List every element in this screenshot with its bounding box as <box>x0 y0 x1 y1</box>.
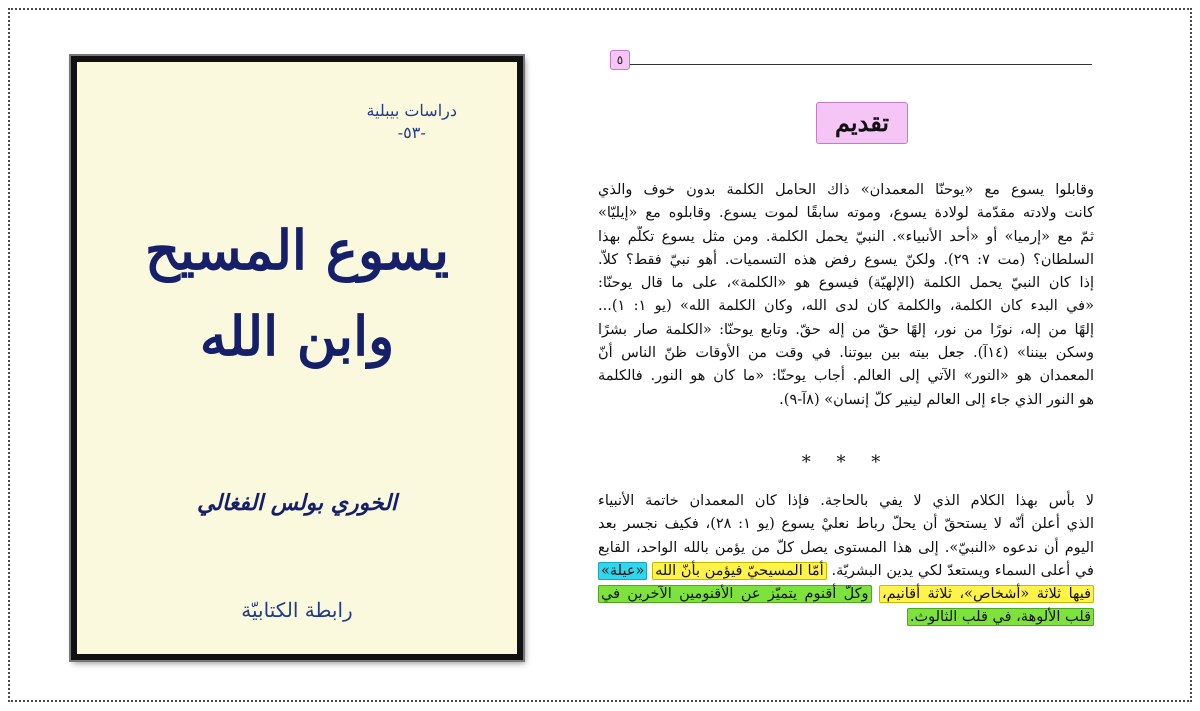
book-title-line2: وابن الله <box>199 304 395 368</box>
page-number: ٥ <box>610 50 630 70</box>
text-line-highlighted <box>598 560 1094 583</box>
book-cover <box>71 56 523 660</box>
series-name: دراسات بيبلية <box>366 101 457 120</box>
text-line: وقابلوا يسوع مع «يوحنّا المعمدان» ذاك الحامل الكلمة بدون خوف والذي <box>598 182 1094 198</box>
highlight-cyan: «عيلة» <box>598 562 647 580</box>
text-line: «في البدء كان الكلمة، والكلمة كان لدى الله، وكان الكلمة الله» (يو ١: ١)... <box>598 298 1094 315</box>
book-title <box>77 207 517 379</box>
text-line: إلهًا من إله، نورًا من نور، إلهًا حقّ من إله حقّ. وتابع يوحنّا: «الكلمة صار بشرًا <box>598 321 1094 338</box>
book-title-line1: يسوع المسيح <box>144 218 450 282</box>
text-line: هو النور الذي جاء إلى العالم لينير كلّ إنسان» (٨آ-٩). <box>779 391 1094 408</box>
highlight-green: قلب الألوهة، في قلب الثالوث. <box>907 608 1094 626</box>
text-line: إذا كان النبيّ يحمل الكلمة (الإلهيّة) فيسوع هو «الكلمة»، على ما قال يوحنّا: <box>598 275 1094 292</box>
text-line: اليوم أن ندعوه «النبيّ». إلى هذا المستوى يصل كلّ من يؤمن بالله الواحد، القابع <box>598 539 1094 556</box>
text-line-highlighted <box>598 606 1094 629</box>
text-line: الذي أعلن أنّه لا يستحقّ أن يحلّ رباط نعليْ يسوع (يو ١: ٢٨)، فكيف نجسر بعد <box>598 516 1094 533</box>
series-label <box>366 100 457 144</box>
highlight-yellow: فيها ثلاثة «أشخاص»، ثلاثة أقانيم، <box>879 585 1094 603</box>
text-line: المعمدان هو «النور» الآتي إلى العالم. أجاب يوحنّا: «ما كان هو النور. فالكلمة <box>598 368 1094 385</box>
paragraph-1 <box>598 179 1094 412</box>
text-line-highlighted <box>598 583 1094 606</box>
section-heading: تقديم <box>816 102 908 144</box>
text-line: وسكن بيننا» (١٤آ). جعل بيته بين بيوتنا. في وقت من الأوقات ظنّ الناس أنّ <box>598 345 1094 362</box>
series-number: -٥٣- <box>397 123 426 142</box>
text-line: كانت ولادته مقدّمة لولادة يسوع، وموته سابقًا لموت يسوع. وقابلوه مع «إيليّا» <box>598 205 1094 222</box>
section-separator: * * * <box>801 452 891 473</box>
text-plain: في أعلى السماء ويستعدّ لكي يدين البشريّة. <box>831 562 1094 579</box>
header-rule <box>630 64 1092 65</box>
book-author: الخوري بولس الفغالي <box>196 490 398 516</box>
text-line: لا بأس بهذا الكلام الذي لا يفي بالحاجة. فإذا كان المعمدان خاتمة الأنبياء <box>598 493 1094 509</box>
text-line: السلطان؟ (مت ٧: ٢٩). ولكنّ يسوع رفض هذه التسميات. أهو نبيّ فقط؟ كلاّ. <box>598 251 1094 268</box>
text-line: ثمّ مع «إرميا» أو «أحد الأنبياء». النبيّ يحمل الكلمة. ومن مثل يسوع تكلّم بهذا <box>598 228 1094 245</box>
paragraph-2 <box>598 490 1094 630</box>
highlight-yellow: أمّا المسيحيّ فيؤمن بأنّ الله <box>652 562 827 580</box>
book-publisher: رابطة الكتابيّة <box>241 598 353 622</box>
highlight-green: وكلّ أقنوم يتميّز عن الأقنومين الآخرين في <box>598 585 872 603</box>
